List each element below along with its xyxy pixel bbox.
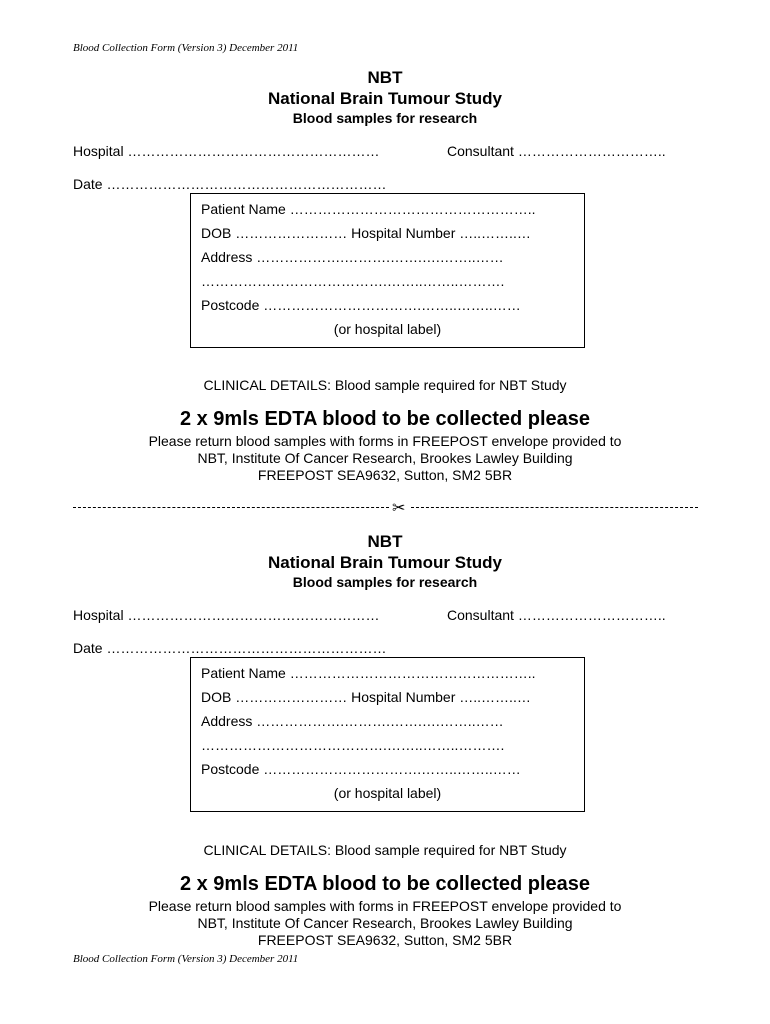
hospital-field[interactable]: Hospital ……………………………………………… <box>73 143 380 159</box>
form-copy-bottom <box>0 532 770 992</box>
return-instructions-2: NBT, Institute Of Cancer Research, Brookes Lawley Building <box>197 450 573 466</box>
patient-label-box <box>190 193 585 348</box>
hospital-label-note: (or hospital label) <box>333 785 442 801</box>
study-title: National Brain Tumour Study <box>268 553 502 572</box>
date-field[interactable]: Date …………………………………………………… <box>73 640 387 656</box>
hospital-field[interactable]: Hospital ……………………………………………… <box>73 607 380 623</box>
postcode-field[interactable]: Postcode …………………………….……..……..…… <box>201 297 521 313</box>
collection-instruction: 2 x 9mls EDTA blood to be collected please <box>179 873 591 895</box>
study-subtitle: Blood samples for research <box>292 574 478 590</box>
collection-instruction: 2 x 9mls EDTA blood to be collected please <box>179 408 591 430</box>
clinical-details: CLINICAL DETAILS: Blood sample required for NBT Study <box>203 842 567 858</box>
cut-dash-right <box>411 507 698 508</box>
cut-line <box>73 500 698 516</box>
form-copy-top <box>0 68 770 528</box>
address-field[interactable]: Address ……………….……….…….….……..…… <box>201 713 504 729</box>
scissors-icon: ✂ <box>392 500 406 516</box>
return-instructions-3: FREEPOST SEA9632, Sutton, SM2 5BR <box>257 932 513 948</box>
consultant-field[interactable]: Consultant ………………………….. <box>447 607 666 623</box>
study-title: National Brain Tumour Study <box>268 89 502 108</box>
form-header: Blood Collection Form (Version 3) December 2011 <box>73 42 299 54</box>
study-subtitle: Blood samples for research <box>292 110 478 126</box>
acronym: NBT <box>367 68 403 87</box>
cut-dash-left <box>73 507 389 508</box>
clinical-details: CLINICAL DETAILS: Blood sample required for NBT Study <box>203 377 567 393</box>
patient-label-box <box>190 657 585 812</box>
address-line-2-field[interactable]: ………………………………….……..……..………. <box>201 737 505 753</box>
consultant-field[interactable]: Consultant ………………………….. <box>447 143 666 159</box>
return-instructions-3: FREEPOST SEA9632, Sutton, SM2 5BR <box>257 467 513 483</box>
return-instructions-1: Please return blood samples with forms in FREEPOST envelope provided to <box>148 898 622 914</box>
patient-name-field[interactable]: Patient Name …………………………………………….. <box>201 665 536 681</box>
patient-name-field[interactable]: Patient Name …………………………………………….. <box>201 201 536 217</box>
return-instructions-2: NBT, Institute Of Cancer Research, Brookes Lawley Building <box>197 915 573 931</box>
acronym: NBT <box>367 532 403 551</box>
postcode-field[interactable]: Postcode …………………………….……..……..…… <box>201 761 521 777</box>
date-field[interactable]: Date …………………………………………………… <box>73 176 387 192</box>
form-footer: Blood Collection Form (Version 3) December 2011 <box>73 953 299 965</box>
dob-hospital-number-field[interactable]: DOB …………………… Hospital Number …..……..… <box>201 225 531 241</box>
hospital-label-note: (or hospital label) <box>333 321 442 337</box>
return-instructions-1: Please return blood samples with forms in FREEPOST envelope provided to <box>148 433 622 449</box>
address-field[interactable]: Address ……………….……….…….….……..…… <box>201 249 504 265</box>
address-line-2-field[interactable]: ………………………………….……..……..………. <box>201 273 505 289</box>
dob-hospital-number-field[interactable]: DOB …………………… Hospital Number …..……..… <box>201 689 531 705</box>
